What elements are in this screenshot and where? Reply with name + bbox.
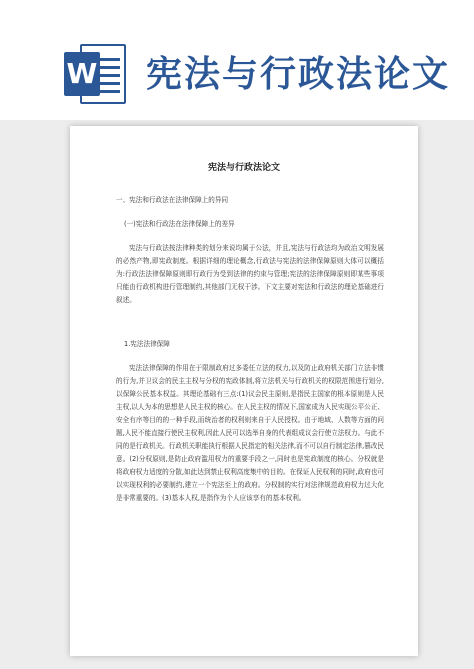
document-page: [70, 126, 418, 656]
document-preview-area: [0, 120, 474, 669]
subsection-heading-constitutional: 1.宪法法律保障: [124, 340, 170, 348]
subsection-heading: (一)宪法和行政法在法律保障上的差异: [124, 220, 235, 228]
section-heading: 一、宪法和行政法在法律保障上的异同: [116, 196, 229, 204]
banner: [0, 0, 474, 120]
banner-title: 宪法与行政法论文: [146, 53, 451, 95]
word-logo-icon: [64, 44, 128, 104]
word-badge: W: [64, 52, 100, 96]
paragraph-1: 宪法与行政法按法律种类的划分来说均属于公法，并且,宪法与行政法均为政治文明发展的必然产物,即宪政制度。根据详细的理论概念,行政法与宪法的法律保障原则大体可以概括为:行政法法律保障原则即行政行为受到法律的约束与管理;宪法的法律保障原则即某些事项只能由行政机构进行管理制约,其他部门无权干涉。下文主要对宪法和行政法的理论基础进行叙述。: [116, 244, 384, 304]
paragraph-2: 宪法法律保障的作用在于限制政府过多委任立法的权力,以及防止政府机关部门立法非惯的行为,并卫议会的民主主权与分权的宪政体制,将立法机关与行政机关的权限范围进行划分,以保障公民基本权益。其理论基础有三点:(1)议会民主原则,是指民主国家的根本原则是人民主权,以人为本的思想是人民主权的核心。在人民主权的情况下,国家成为人民实现公平公正、安全有序等目的的一种手段,而统治者的权利则来自于人民授权。由于地域、人数等方面的问题,人民不能直接行使民主权利,因此人民可以选举自身的代表组成议会行使立法权力。与此不同的是行政机关。行政机关职能执行根据人民指定的相关法律,而不可以自行制定法律,篡改民意。(2)分权原则,是防止政府滥用权力的重要手段之一,同时也是宪政制度的核心。分权就是将政府权力适度的分散,如此达到禁止权利高度集中的目的。在保证人民权利的同时,政府也可以实现权利的必要制约,建立一个宪法至上的政府。分权制的实行对法律规范政府权力过大化是非常重要的。(3)基本人权,是指作为个人应该享有的基本权利。: [116, 364, 384, 502]
document-title: 宪法与行政法论文: [207, 163, 280, 173]
